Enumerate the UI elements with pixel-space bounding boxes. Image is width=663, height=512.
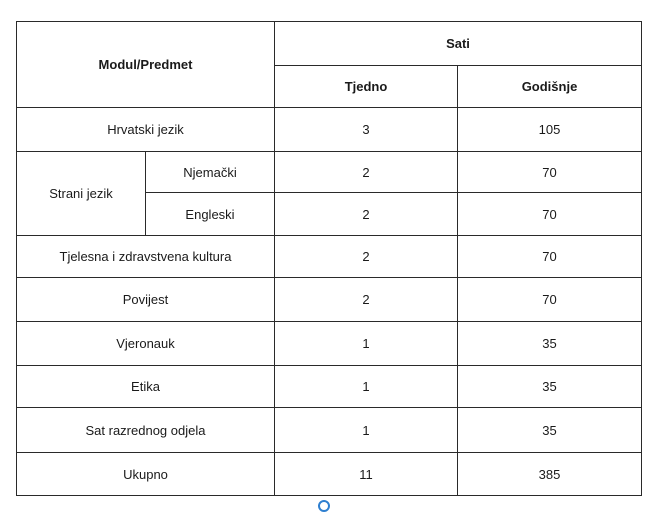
subject-cell: Povijest xyxy=(17,278,275,322)
subject-cell: Hrvatski jezik xyxy=(17,108,275,152)
subject-header: Modul/Predmet xyxy=(17,22,275,108)
total-label-cell: Ukupno xyxy=(17,453,275,496)
group-cell: Strani jezik xyxy=(17,152,146,236)
yearly-cell: 70 xyxy=(458,278,642,322)
weekly-cell: 1 xyxy=(275,366,458,408)
table-row xyxy=(17,453,642,496)
yearly-cell: 70 xyxy=(458,236,642,278)
subject-cell: Tjelesna i zdravstvena kultura xyxy=(17,236,275,278)
table-row xyxy=(17,366,642,408)
table-row xyxy=(17,152,642,193)
weekly-cell: 1 xyxy=(275,408,458,453)
weekly-cell: 2 xyxy=(275,236,458,278)
yearly-cell: 70 xyxy=(458,152,642,193)
hours-header: Sati xyxy=(275,22,642,66)
table-row xyxy=(17,108,642,152)
weekly-cell: 2 xyxy=(275,152,458,193)
weekly-cell: 3 xyxy=(275,108,458,152)
yearly-cell: 70 xyxy=(458,193,642,236)
yearly-cell: 35 xyxy=(458,408,642,453)
yearly-cell: 35 xyxy=(458,366,642,408)
total-weekly-cell: 11 xyxy=(275,453,458,496)
subject-cell: Sat razrednog odjela xyxy=(17,408,275,453)
weekly-cell: 1 xyxy=(275,322,458,366)
yearly-cell: 105 xyxy=(458,108,642,152)
weekly-cell: 2 xyxy=(275,278,458,322)
subject-cell: Njemački xyxy=(146,152,275,193)
schedule-table xyxy=(16,21,642,496)
subject-cell: Engleski xyxy=(146,193,275,236)
yearly-header: Godišnje xyxy=(458,66,642,108)
table-row xyxy=(17,408,642,453)
cursor-ring-icon xyxy=(318,500,330,512)
subject-cell: Vjeronauk xyxy=(17,322,275,366)
weekly-header: Tjedno xyxy=(275,66,458,108)
table-row xyxy=(17,278,642,322)
subject-cell: Etika xyxy=(17,366,275,408)
weekly-cell: 2 xyxy=(275,193,458,236)
table-row xyxy=(17,236,642,278)
table-row xyxy=(17,322,642,366)
total-yearly-cell: 385 xyxy=(458,453,642,496)
yearly-cell: 35 xyxy=(458,322,642,366)
